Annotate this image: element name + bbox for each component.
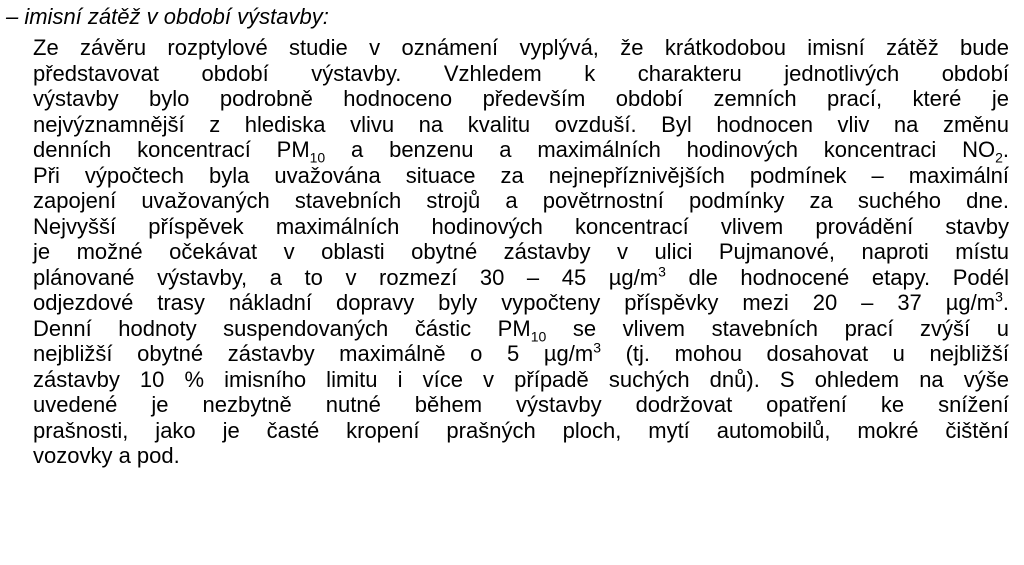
- text-run: uvedené je nezbytně nutné během výstavby dodržovat opatření ke snížení: [33, 392, 1009, 417]
- paragraph-line: [33, 443, 1009, 469]
- text-run: zástavby 10 % imisního limitu i více v případě suchých dnů). S ohledem na výše: [33, 366, 1009, 392]
- subscript: 2: [995, 149, 1003, 166]
- text-run: výstavby bylo podrobně hodnoceno především období zemních prací, které je: [33, 86, 1009, 111]
- paragraph-line: [33, 341, 1009, 367]
- superscript: 3: [593, 339, 601, 356]
- paragraph-line: [33, 137, 1009, 166]
- paragraph-line: [33, 214, 1009, 240]
- paragraph-line: [33, 265, 1009, 291]
- text-run: plánované výstavby, a to v rozmezí 30 – 45 µg/m: [33, 264, 659, 290]
- paragraph-line: [33, 290, 1009, 316]
- text-run: .: [1002, 290, 1009, 315]
- paragraph-line: [33, 316, 1009, 342]
- text-run: představovat období výstavby. Vzhledem k charakteru jednotlivých období: [33, 60, 1009, 86]
- text-run: se vlivem stavebních prací zvýší u: [546, 315, 1009, 341]
- subscript: 10: [309, 149, 326, 166]
- text-run: Nejvyšší příspěvek maximálních hodinových koncentrací vlivem provádění stavby: [33, 213, 1009, 239]
- paragraph-line: [33, 367, 1009, 393]
- text-run: je možné očekávat v oblasti obytné zástavby v ulici Pujmanové, naproti místu: [33, 239, 1009, 264]
- text-run: prašnosti, jako je časté kropení prašných ploch, mytí automobilů, mokré čištění: [33, 417, 1009, 443]
- superscript: 3: [995, 288, 1003, 305]
- text-run: .: [1002, 137, 1009, 162]
- body-paragraph: [33, 35, 1009, 469]
- paragraph-line: [33, 392, 1009, 418]
- text-run: a benzenu a maximálních hodinových koncentraci NO: [325, 137, 996, 162]
- section-heading: – imisní zátěž v období výstavby:: [6, 4, 329, 29]
- paragraph-line: [33, 188, 1009, 214]
- text-run: zapojení uvažovaných stavebních strojů a povětrnostní podmínky za suchého dne.: [33, 188, 1009, 213]
- paragraph-line: [33, 163, 1009, 189]
- text-run: Při výpočtech byla uvažována situace za nejnepříznivějších podmínek – maximální: [33, 162, 1009, 188]
- text-run: dle hodnocené etapy. Podél: [665, 264, 1010, 290]
- text-run: nejvýznamnější z hlediska vlivu na kvalitu ovzduší. Byl hodnocen vliv na změnu: [33, 111, 1009, 137]
- text-run: odjezdové trasy nákladní dopravy byly vypočteny příspěvky mezi 20 – 37 µg/m: [33, 290, 996, 315]
- paragraph-line: [33, 418, 1009, 444]
- paragraph-line: [33, 35, 1009, 61]
- paragraph-line: [33, 61, 1009, 87]
- superscript: 3: [658, 263, 666, 280]
- paragraph-line: [33, 239, 1009, 265]
- subscript: 10: [530, 327, 547, 344]
- text-run: denních koncentrací PM: [33, 137, 310, 162]
- text-run: nejbližší obytné zástavby maximálně o 5 µg/m: [33, 341, 594, 366]
- text-run: (tj. mohou dosahovat u nejbližší: [601, 341, 1009, 366]
- text-run: Denní hodnoty suspendovaných částic PM: [33, 315, 531, 341]
- paragraph-line: [33, 112, 1009, 138]
- paragraph-line: [33, 86, 1009, 112]
- text-run: Ze závěru rozptylové studie v oznámení vyplývá, že krátkodobou imisní zátěž bude: [33, 35, 1009, 60]
- text-run: vozovky a pod.: [33, 443, 180, 468]
